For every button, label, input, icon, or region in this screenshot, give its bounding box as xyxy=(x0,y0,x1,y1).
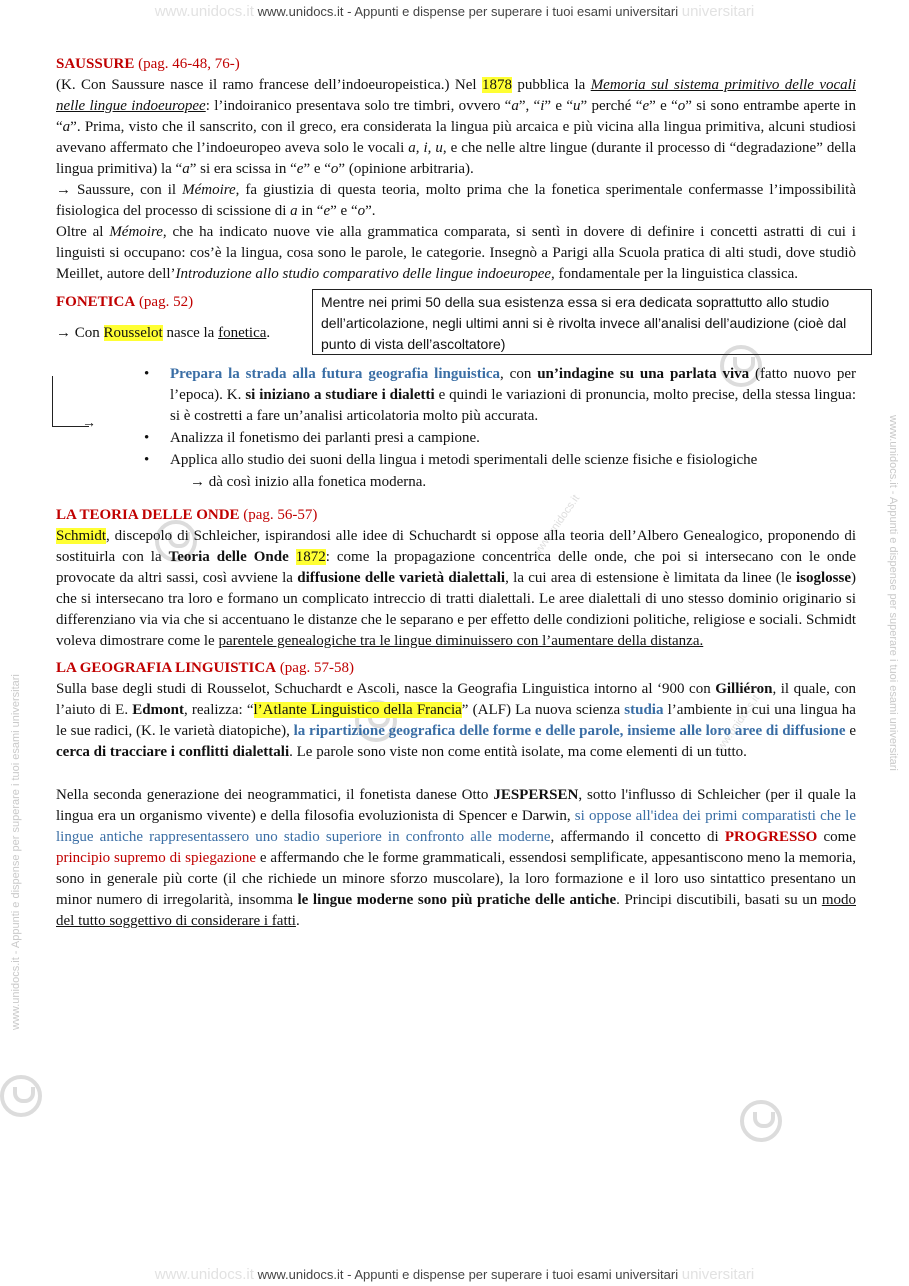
document-body xyxy=(56,54,856,932)
fonetica-bullet-list xyxy=(56,364,856,471)
watermark-text: www.unidocs.it - Appunti e dispense per superare i tuoi esami universitari xyxy=(257,4,679,19)
watermark-text: www.unidocs.it - Appunti e dispense per superare i tuoi esami universitari xyxy=(257,1267,679,1282)
fonetica-note-box: Mentre nei primi 50 della sua esistenza essa si era dedicata soprattutto allo studio dell’articolazione, negli ultimi anni si è rivolta invece all’analisi dell’audizione (cioè dal punto di vista dell’ascoltatore) xyxy=(312,289,872,355)
list-item: • Analizza il fonetismo dei parlanti presi a campione. xyxy=(170,428,856,449)
onde-paragraph: Schmidt, discepolo di Schleicher, ispirandosi alle idee di Schuchardt si oppose alla teoria dell’Albero Genealogico, proponendo di sostituirla con la Teoria delle Onde 1872: come la propagazione concentrica delle onde, che poi si intersecano con le onde provocate da altri sassi, così avviene la diffusione delle varietà dialettali, la cui area di estensione è limitata da linee (le isoglosse) che si intersecano tra loro e formano un complicato intreccio di tratti dialettali. Le aree dialettali di uno stesso dominio originario si differenziano via via che si accentuano le distanze che le separano e per effetto delle condizioni politiche, religiose e sociali. Schmidt voleva dimostrare come le parentele genealogiche tra le lingue diminuissero con l’aumentare della distanza. xyxy=(56,528,856,649)
fonetica-header-row xyxy=(56,292,856,352)
section-title-fonetica: FONETICA (pag. 52) xyxy=(56,294,194,310)
fonetica-sub-note: → dà così inizio alla fonetica moderna. xyxy=(190,474,427,490)
list-item: • Applica allo studio dei suoni della lingua i metodi sperimentali delle scienze fisiche e fisiologiche xyxy=(170,450,856,471)
watermark-ghost-right: universitari xyxy=(681,3,755,20)
watermark-footer xyxy=(0,1266,909,1283)
saussure-paragraph-3: Oltre al Mémoire, che ha indicato nuove vie alla grammatica comparata, si sentì in dovere di definire i concetti astratti di cui i linguisti si occupano: cos’è la lingua, cosa sono le parole, le categorie. Insegnò a Parigi alla Scuola pratica di alti studi, dove studiò Meillet, autore dell’Introduzione allo studio comparativo delle lingue indoeuropee, fondamentale per la linguistica classica. xyxy=(56,224,856,282)
saussure-paragraph-1: (K. Con Saussure nasce il ramo francese dell’indoeuropeistica.) Nel 1878 pubblica la Memoria sul sistema primitivo delle vocali nelle lingue indoeuropee: l’indoiranico presentava solo tre timbri, ovvero “a”, “i” e “u” perché “e” e “o” si sono entrambe aperte in “a”. Prima, visto che il sanscrito, con il greco, era considerata la lingua più arcaica e più vicina alla lingua primitiva, alcuni studiosi avevano affermato che l’indoeuropeo aveva solo le vocali a, i, u, e che nelle altre lingue (durante il processo di “degradazione” della lingua primitiva) la “a” si era scissa in “e” e “o” (opinione arbitraria). xyxy=(56,77,857,177)
fonetica-intro: → Con Rousselot nasce la fonetica. xyxy=(56,325,271,341)
watermark-logo-icon xyxy=(740,1100,782,1142)
connector-arrow-icon: → xyxy=(82,416,96,431)
watermark-side-right: www.unidocs.it - Appunti e dispense per superare i tuoi esami universitari xyxy=(887,415,899,771)
section-title-saussure: SAUSSURE (pag. 46-48, 76-) xyxy=(56,56,240,72)
watermark-diagonal: www.unidocs.it xyxy=(710,692,763,760)
saussure-paragraph-2: → Saussure, con il Mémoire, fa giustizia di questa teoria, molto prima che la fonetica sperimentale confermasse l’impossibilità fisiologica del processo di scissione di a in “e” e “o”. xyxy=(56,182,856,219)
section-title-geografia: LA GEOGRAFIA LINGUISTICA (pag. 57-58) xyxy=(56,660,354,676)
watermark-side-left: www.unidocs.it - Appunti e dispense per superare i tuoi esami universitari xyxy=(10,674,22,1030)
watermark-ghost-left: www.unidocs.it xyxy=(154,1266,254,1283)
list-item: • Prepara la strada alla futura geografia linguistica, con un’indagine su una parlata viva (fatto nuovo per l’epoca). K. si iniziano a studiare i dialetti e quindi le variazioni di pronuncia, molto precise, della stessa lingua: si è costretti a fare un’analisi articolatoria molto più accurata. xyxy=(170,364,856,427)
jespersen-paragraph: Nella seconda generazione dei neogrammatici, il fonetista danese Otto JESPERSEN, sotto l'influsso di Schleicher (per il quale la lingua era un organismo vivente) e della filosofia evoluzionista di Spencer e Darwin, si oppose all'idea dei primi comparatisti che le lingue antiche rappresentassero uno stadio superiore in confronto alle moderne, affermando il concetto di PROGRESSO come principio supremo di spiegazione e affermando che le forme grammaticali, essendosi semplificate, appesantiscono meno la memoria, sono in generale più corte (il che richiede un minore sforzo muscolare), la loro formazione e il loro uso sintattico presentano un minor numero di irregolarità, insomma le lingue moderne sono più pratiche delle antiche. Principi discutibili, basati su un modo del tutto soggettivo di considerare i fatti. xyxy=(56,787,857,929)
watermark-ghost-right: universitari xyxy=(681,1266,755,1283)
watermark-ghost-left: www.unidocs.it xyxy=(154,3,254,20)
geografia-paragraph: Sulla base degli studi di Rousselot, Schuchardt e Ascoli, nasce la Geografia Linguistica intorno al ‘900 con Gilliéron, il quale, con l’aiuto di E. Edmont, realizza: “l’Atlante Linguistico della Francia” (ALF) La nuova scienza studia l’ambiente in cui una lingua ha le sue radici, (K. le varietà diatopiche), la ripartizione geografica delle forme e delle parole, insieme alle loro aree di diffusione e cerca di tracciare i conflitti dialettali. Le parole sono viste non come entità isolate, ma come elementi di un tutto. xyxy=(56,681,856,760)
section-title-onde: LA TEORIA DELLE ONDE (pag. 56-57) xyxy=(56,507,318,523)
watermark-diagonal: www.unidocs.it xyxy=(530,492,583,560)
watermark-logo-icon xyxy=(0,1075,42,1117)
watermark-header xyxy=(0,3,909,20)
